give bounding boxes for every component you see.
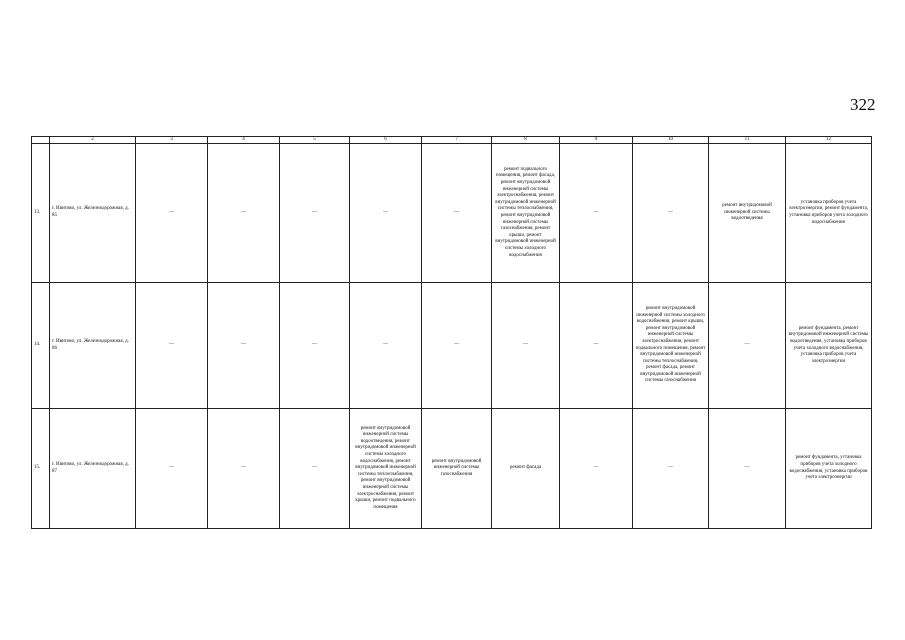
table-row (32, 409, 872, 529)
dash-cell: — (350, 283, 422, 409)
dash-cell: — (422, 144, 492, 283)
works-cell: ремонт подвального помещения, ремонт фасада, ремонт внутридомовой инженерной системы электроснабжения, ремонт внутридомовой инженерной системы теплоснабжения, ремонт внутридомовой инженерной системы газоснабжения, ремонт крыши, ремонт внутридомовой инженерной системы холодного водоснабжения (492, 144, 560, 283)
header-cell: 4 (208, 137, 280, 144)
works-cell: ремонт фундамента, установка приборов учета холодного водоснабжения, установка приборов учета электроэнергии (786, 409, 872, 529)
dash-cell: — (492, 283, 560, 409)
header-cell: 10 (633, 137, 709, 144)
works-cell: ремонт внутридомовой инженерной системы газоснабжения (422, 409, 492, 529)
header-cell: 7 (422, 137, 492, 144)
address-cell: г. Ивитово, ул. Железнодорожная, д. 86 (50, 283, 136, 409)
page-number: 322 (850, 95, 876, 114)
header-cell: 3 (136, 137, 208, 144)
dash-cell: — (280, 144, 350, 283)
dash-cell: — (633, 409, 709, 529)
works-cell: ремонт внутридомовой инженерной системы холодного водоснабжения, ремонт крыши, ремонт внутридомовой инженерной системы электроснабжения, ремонт подвального помещения, ремонт внутридомовой инженерной системы теплоснабжения, ремонт фасада, ремонт внутридомовой инженерной системы газоснабжения (633, 283, 709, 409)
address-cell: г. Ивитово, ул. Железнодорожная, д. 85 (50, 144, 136, 283)
dash-cell: — (208, 283, 280, 409)
dash-cell: — (560, 409, 633, 529)
works-cell: установка приборов учета электроэнергии, ремонт фундамента, установка приборов учета холодного водоснабжения (786, 144, 872, 283)
header-row (32, 137, 872, 144)
dash-cell: — (280, 409, 350, 529)
header-cell: 9 (560, 137, 633, 144)
dash-cell: — (709, 283, 786, 409)
dash-cell: — (208, 409, 280, 529)
dash-cell: — (208, 144, 280, 283)
address-cell: г. Ивитово, ул. Железнодорожная, д. 87 (50, 409, 136, 529)
dash-cell: — (136, 144, 208, 283)
header-cell: 8 (492, 137, 560, 144)
works-cell: ремонт внутридомовой инженерной системы водоотведения, ремонт внутридомовой инженерной системы холодного водоснабжения, ремонт внутридомовой инженерной системы теплоснабжения, ремонт внутридомовой инженерной системы электроснабжения, ремонт крыши, ремонт подвального помещения (350, 409, 422, 529)
table-row (32, 283, 872, 409)
dash-cell: — (560, 283, 633, 409)
dash-cell: — (422, 283, 492, 409)
dash-cell: — (350, 144, 422, 283)
works-cell: ремонт фасада (492, 409, 560, 529)
header-cell (32, 137, 50, 144)
dash-cell: — (280, 283, 350, 409)
row-number: 15. (32, 409, 50, 529)
table-row (32, 144, 872, 283)
header-cell: 11 (709, 137, 786, 144)
header-cell: 6 (350, 137, 422, 144)
works-cell: ремонт фундамента, ремонт внутридомовой инженерной системы водоотведения, установка приборов учета холодного водоснабжения, установка приборов учета электроэнергии (786, 283, 872, 409)
dash-cell: — (560, 144, 633, 283)
works-table (31, 136, 872, 529)
header-cell: 5 (280, 137, 350, 144)
header-cell: 2 (50, 137, 136, 144)
dash-cell: — (136, 283, 208, 409)
dash-cell: — (136, 409, 208, 529)
dash-cell: — (633, 144, 709, 283)
row-number: 14. (32, 283, 50, 409)
dash-cell: — (709, 409, 786, 529)
works-cell: ремонт внутридомовой инженерной системы водоотведения (709, 144, 786, 283)
header-cell: 12 (786, 137, 872, 144)
row-number: 13. (32, 144, 50, 283)
